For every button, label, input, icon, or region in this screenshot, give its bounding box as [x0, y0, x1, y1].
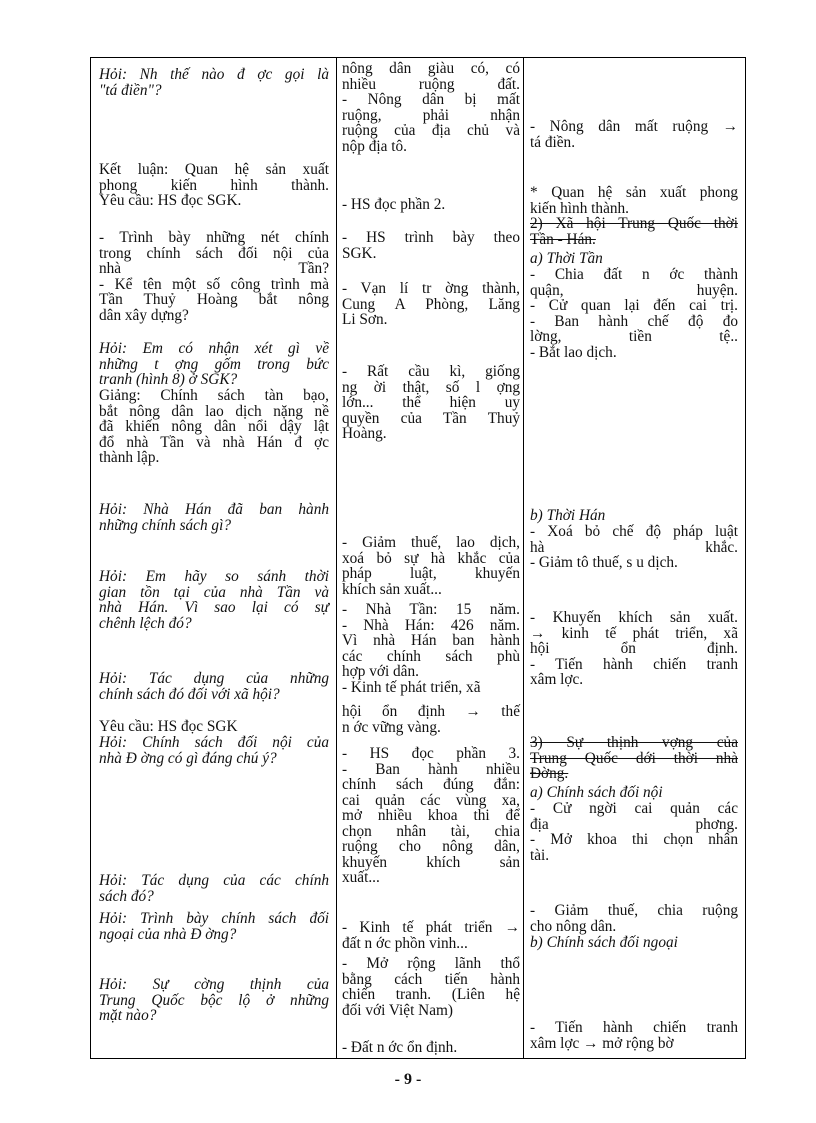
- text-line: - Mở rộng lãnh thổ: [342, 955, 520, 972]
- text-line: hội ổn định.: [530, 640, 738, 657]
- col3-block: [530, 903, 738, 934]
- text-line: hội ổn định → thế: [342, 703, 520, 720]
- col3-block: [530, 251, 738, 267]
- lesson-table: [90, 57, 746, 1059]
- text-line: Tần Thuỷ Hoàng bắt nông: [99, 291, 329, 308]
- text-line: Giảng: Chính sách tàn bạo,: [99, 387, 329, 404]
- lesson-content-column: [524, 58, 745, 1058]
- text-line: pháp luật, khuyến: [342, 565, 520, 582]
- text-line: những t ợng gốm trong bức: [99, 355, 329, 373]
- text-line: Hỏi: Trình bày chính sách đối: [99, 910, 329, 927]
- text-line: - Nhà Tần: 15 năm.: [342, 601, 520, 618]
- text-line: chính sách đúng đắn:: [342, 776, 520, 793]
- text-line: Cung A Phòng, Lăng: [342, 295, 520, 313]
- col1-block: [99, 719, 329, 735]
- text-line: chọn nhân tài, chia: [342, 822, 520, 840]
- col2-block: [342, 535, 520, 597]
- text-line: xuất...: [342, 869, 380, 886]
- text-line: xâm lợc.: [530, 671, 584, 688]
- text-line: - Rất cầu kì, giống: [342, 363, 520, 380]
- col2-block: [342, 1040, 520, 1056]
- col3-block: [530, 185, 738, 216]
- col2-block: [342, 364, 520, 442]
- text-line: Đờng.: [530, 765, 569, 782]
- text-line: - Kinh tế phát triển →: [342, 919, 520, 936]
- col1-block: [99, 671, 329, 702]
- text-line: bắt nông dân lao dịch nặng nề: [99, 402, 329, 420]
- text-line: Hỏi: Sự cờng thịnh của: [99, 976, 329, 993]
- col3-block: [530, 610, 738, 688]
- text-line: → kinh tế phát triển, xã: [530, 624, 738, 642]
- text-line: nộp địa tô.: [342, 137, 408, 155]
- text-line: - HS đọc phần 2.: [342, 196, 446, 213]
- col2-block: [342, 956, 520, 1018]
- col1-block: [99, 977, 329, 1024]
- text-line: chiến tranh. (Liên hệ: [342, 986, 520, 1003]
- text-line: - HS đọc phần 3.: [342, 745, 520, 762]
- text-line: kiến hình thành.: [530, 199, 629, 217]
- text-line: - Ban hành nhiều: [342, 760, 520, 778]
- text-line: Yêu cầu: HS đọc SGK.: [99, 192, 242, 209]
- text-line: quận, huyện.: [530, 281, 738, 299]
- text-line: mở nhiều khoa thi để: [342, 807, 520, 824]
- text-line: nhà Đ ờng có gì đáng chú ý?: [99, 749, 277, 767]
- col1-block: [99, 67, 329, 98]
- text-line: nhà Tần?: [99, 260, 329, 277]
- text-line: - Trình bày những nét chính: [99, 229, 329, 246]
- text-line: - Cử quan lại đến cai trị.: [530, 297, 738, 314]
- text-line: - Cử ngời cai quản các: [530, 800, 738, 817]
- text-line: Hỏi: Em hãy so sánh thời: [99, 568, 329, 585]
- text-line: - Chia đất n ớc thành: [530, 266, 738, 283]
- text-line: ngoại của nhà Đ ờng?: [99, 925, 237, 943]
- text-line: Kết luận: Quan hệ sản xuất: [99, 161, 329, 178]
- text-line: - Giảm thuế, lao dịch,: [342, 534, 520, 551]
- text-line: - Nông dân bị mất: [342, 91, 520, 108]
- text-line: - Giảm tô thuế, s u dịch.: [530, 554, 678, 571]
- col1-block: [99, 502, 329, 533]
- text-line: a) Thời Tần: [530, 250, 603, 267]
- col1-block: [99, 388, 329, 466]
- col1-block: [99, 341, 329, 388]
- text-line: 2) Xã hội Trung Quốc thời: [530, 215, 738, 232]
- col2-block: [342, 230, 520, 261]
- text-line: b) Thời Hán: [530, 507, 606, 524]
- text-line: Li Sơn.: [342, 311, 388, 328]
- text-line: b) Chính sách đối ngoại: [530, 934, 678, 951]
- text-line: lớn... thể hiện uy: [342, 394, 520, 411]
- text-line: Trung Quốc dới thời nhà: [530, 749, 738, 767]
- text-line: cai quản các vùng xa,: [342, 791, 520, 809]
- text-line: - Xoá bỏ chế độ pháp luật: [530, 523, 738, 540]
- text-line: - Nhà Hán: 426 năm.: [342, 616, 520, 634]
- col2-block: [342, 197, 520, 213]
- text-line: Vì nhà Hán ban hành: [342, 632, 520, 649]
- text-line: SGK.: [342, 244, 377, 262]
- col1-block: [99, 873, 329, 904]
- text-line: 3) Sự thịnh vợng của: [530, 734, 738, 751]
- col3-block: [530, 735, 738, 782]
- text-line: mặt nào?: [99, 1007, 157, 1024]
- text-line: Hỏi: Tác dụng của các chính: [99, 872, 329, 889]
- text-line: sách đó?: [99, 887, 154, 905]
- text-line: hợp với dân.: [342, 663, 419, 680]
- col2-block: [342, 704, 520, 735]
- text-line: Hoàng.: [342, 425, 387, 442]
- text-line: nhiều ruộng đất.: [342, 75, 520, 93]
- teacher-activity-column: [91, 58, 337, 1058]
- col1-block: [99, 569, 329, 631]
- text-line: xâm lợc → mở rộng bờ: [530, 1034, 674, 1052]
- col3-block: [530, 267, 738, 360]
- text-line: - Đất n ớc ổn định.: [342, 1039, 458, 1056]
- text-line: chênh lệch đó?: [99, 614, 192, 632]
- text-line: tài.: [530, 846, 550, 864]
- text-line: ruộng, phải nhận: [342, 106, 520, 124]
- col3-block: [530, 216, 738, 247]
- text-line: Hỏi: Em có nhận xét gì về: [99, 340, 329, 357]
- text-line: Tần - Hán.: [530, 230, 596, 248]
- text-line: Trung Quốc bộc lộ ở những: [99, 991, 329, 1009]
- text-line: nhà Hán. Vì sao lại có sự: [99, 599, 329, 616]
- text-line: - Giảm thuế, chia ruộng: [530, 902, 738, 919]
- text-line: đối với Việt Nam): [342, 1001, 453, 1019]
- col1-block: [99, 735, 329, 766]
- text-line: - Kể tên một số công trình mà: [99, 275, 329, 293]
- text-line: quyền của Tần Thuỷ: [342, 409, 520, 427]
- col2-block: [342, 602, 520, 680]
- text-line: cho nông dân.: [530, 917, 617, 935]
- text-line: ruộng của địa chủ và: [342, 122, 520, 139]
- page-number: - 9 -: [394, 1071, 422, 1088]
- text-line: tá điền.: [530, 133, 576, 151]
- col3-block: [530, 935, 738, 951]
- col1-block: [99, 911, 329, 942]
- text-line: - Ban hành chế độ đo: [530, 312, 738, 330]
- col3-block: [530, 119, 738, 150]
- text-line: khuyến khích sản: [342, 853, 520, 871]
- col3-block: [530, 524, 738, 571]
- text-line: trong chính sách đối nội của: [99, 244, 329, 262]
- text-line: - HS trình bày theo: [342, 229, 520, 246]
- col1-block: [99, 162, 329, 209]
- text-line: Hỏi: Nh thế nào đ ợc gọi là: [99, 66, 329, 83]
- col3-block: [530, 508, 738, 524]
- text-line: đã khiến nông dân nổi dậy lật: [99, 418, 329, 435]
- col1-block: [99, 230, 329, 323]
- text-line: - Tiến hành chiến tranh: [530, 655, 738, 673]
- col3-block: [530, 1020, 738, 1051]
- col2-block: [342, 920, 520, 951]
- text-line: địa phơng.: [530, 815, 738, 833]
- text-line: phong kiến hình thành.: [99, 176, 329, 194]
- text-line: Hỏi: Nhà Hán đã ban hành: [99, 501, 329, 518]
- text-line: những chính sách gì?: [99, 516, 231, 534]
- text-line: thành lập.: [99, 449, 160, 466]
- text-line: Hỏi: Tác dụng của những: [99, 670, 329, 687]
- text-line: dân xây dựng?: [99, 306, 189, 324]
- text-line: "tá điền"?: [99, 81, 162, 99]
- col2-block: [342, 746, 520, 886]
- text-line: * Quan hệ sản xuất phong: [530, 184, 738, 201]
- text-line: các chính sách phù: [342, 647, 520, 665]
- text-line: gian tồn tại của nhà Tần và: [99, 583, 329, 601]
- col3-block: [530, 801, 738, 863]
- text-line: Yêu cầu: HS đọc SGK: [99, 718, 238, 735]
- text-line: n ớc vững vàng.: [342, 718, 441, 736]
- text-line: đổ nhà Tần và nhà Hán đ ợc: [99, 433, 329, 451]
- col3-block: [530, 785, 738, 801]
- text-line: - Khuyến khích sản xuất.: [530, 609, 738, 626]
- col2-block: [342, 680, 520, 696]
- text-line: xoá bỏ sự hà khắc của: [342, 549, 520, 567]
- text-line: bằng cách tiến hành: [342, 970, 520, 988]
- text-line: - Nông dân mất ruộng →: [530, 118, 738, 135]
- text-line: lờng, tiền tệ..: [530, 328, 738, 345]
- text-line: khích sản xuất...: [342, 580, 442, 598]
- text-line: tranh (hình 8) ở SGK?: [99, 371, 238, 388]
- text-line: ruộng cho nông dân,: [342, 838, 520, 855]
- text-line: - Mở khoa thi chọn nhân: [530, 831, 738, 848]
- text-line: - Vạn lí tr ờng thành,: [342, 280, 520, 297]
- text-line: - Tiến hành chiến tranh: [530, 1019, 738, 1036]
- text-line: Hỏi: Chính sách đối nội của: [99, 734, 329, 751]
- text-line: đất n ớc phồn vinh...: [342, 934, 468, 952]
- student-activity-column: [337, 58, 524, 1058]
- text-line: hà khắc.: [530, 538, 738, 556]
- text-line: - Kinh tế phát triển, xã: [342, 679, 481, 696]
- text-line: - Bắt lao dịch.: [530, 343, 617, 361]
- text-line: nông dân giàu có, có: [342, 60, 520, 77]
- col2-block: [342, 281, 520, 328]
- text-line: a) Chính sách đối nội: [530, 784, 663, 801]
- text-line: ng ời thật, số l ợng: [342, 378, 520, 396]
- text-line: chính sách đó đối với xã hội?: [99, 685, 280, 703]
- col2-block: [342, 61, 520, 154]
